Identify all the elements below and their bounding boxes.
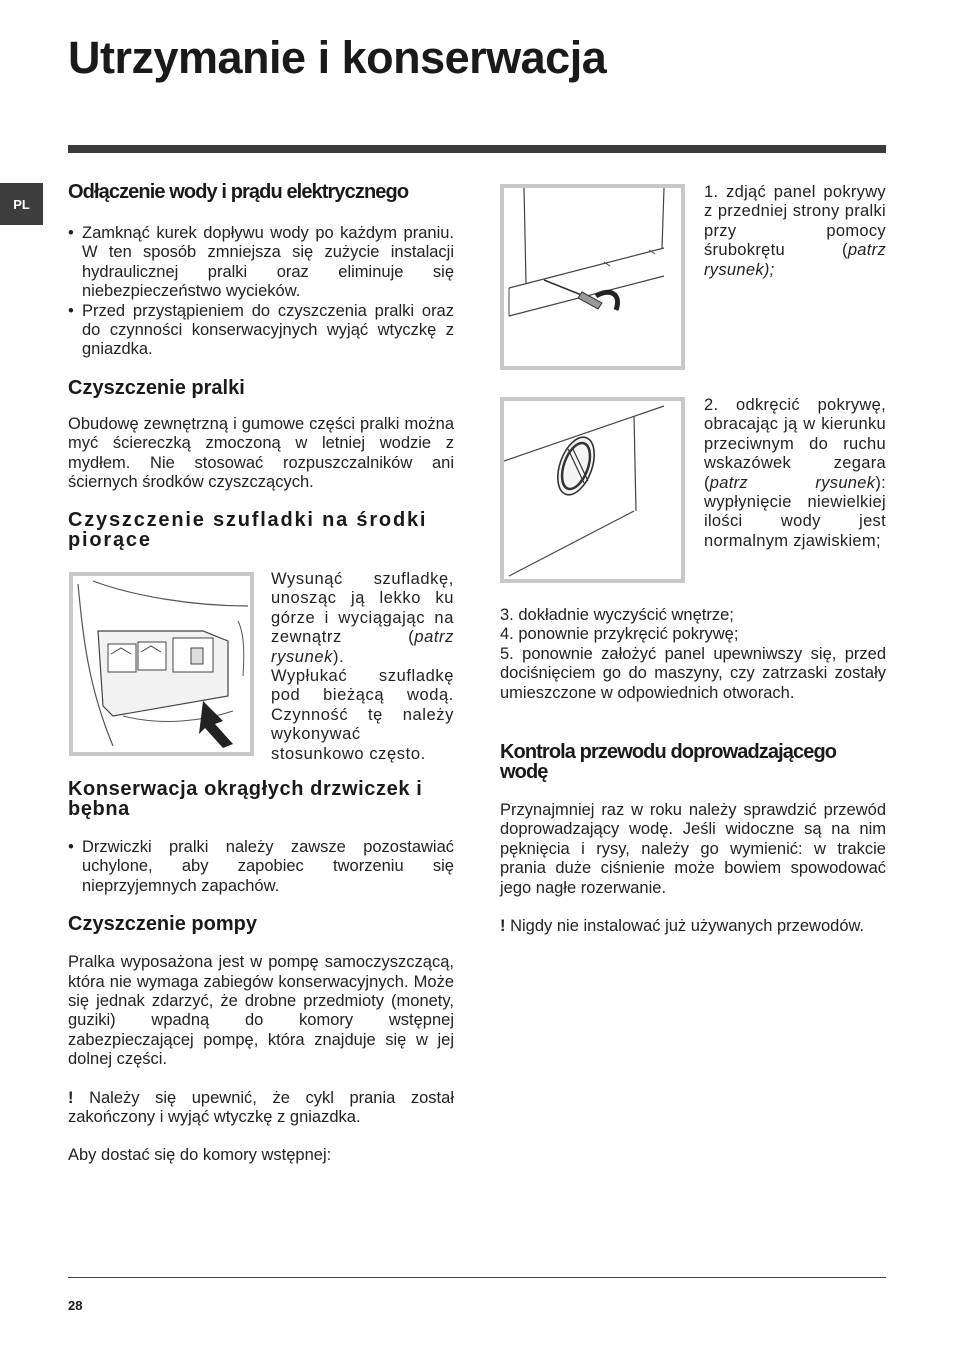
drawer-figure — [69, 572, 254, 756]
step1-text-a: 1. zdjąć panel pokrywy z przedniej strony pralki przy pomocy śrubokrętu ( — [704, 183, 886, 260]
step2-text-a: 2. odkręcić pokrywę, obracając ją w kierunku przeciwnym do ruchu wskazówek zegara ( — [704, 396, 886, 492]
step2-italic: patrz rysunek — [709, 473, 876, 492]
drawer-text-a: Wysunąć szufladkę, unosząc ją lekko ku górze i wyciągając na zewnątrz ( — [271, 570, 454, 647]
hose-warning — [500, 917, 886, 936]
left-column — [68, 178, 454, 550]
drawer-text — [271, 570, 454, 764]
step4-text: 4. ponownie przykręcić pokrywę; — [500, 625, 739, 644]
section-heading-hose: Kontrola przewodu doprowadzającego wodę — [500, 741, 837, 784]
title-rule — [68, 145, 886, 153]
step1-text — [704, 183, 886, 280]
pump-warning — [68, 1089, 454, 1128]
pump-access-text: Aby dostać się do komory wstępnej: — [68, 1146, 332, 1165]
panel-figure — [500, 184, 685, 370]
step2-text — [704, 396, 886, 551]
pump-warning-text: Należy się upewnić, że cykl prania został zakończony i wyjąć wtyczkę z gniazdka. — [68, 1088, 454, 1127]
pump-figure — [500, 397, 685, 583]
list-item: • Drzwiczki pralki należy zawsze pozostawiać uchylone, aby zapobiec tworzeniu się nieprzyjemnych zapachów. — [68, 838, 454, 896]
disconnect-list — [68, 224, 454, 360]
drawer-text-italic: patrz rysunek — [271, 628, 454, 666]
step2-text-b: ): wypłynięcie niewielkiej ilości wody jest normalnym zjawiskiem; — [704, 473, 886, 550]
step1-italic: patrz rysunek — [704, 241, 886, 279]
language-tab: PL — [0, 183, 43, 225]
pump-cover-illustration-icon — [504, 401, 681, 579]
section-heading-disconnect: Odłączenie wody i prądu elektrycznego — [68, 181, 409, 203]
list-item: • Zamknąć kurek dopływu wody po każdym praniu. W ten sposób zmniejsza się zużycie instalacji hydraulicznej pralki oraz eliminuje się niebezpieczeństwo wycieków. — [68, 224, 454, 302]
warning-mark: ! — [68, 1088, 74, 1107]
pump-text: Pralka wyposażona jest w pompę samoczyszczącą, która nie wymaga zabiegów konserwacyjnych. Może się jednak zdarzyć, że drobne przedmioty (monety, guziki) wpadną do komory wstępnej zabezpieczającej pompę, która znajduje się w jej dolnej części. — [68, 953, 454, 1069]
list-item: • Przed przystąpieniem do czyszczenia pralki oraz do czynności konserwacyjnych wyjąć wtyczkę z gniazdka. — [68, 302, 454, 360]
step3-text: 3. dokładnie wyczyścić wnętrze; — [500, 606, 734, 624]
left-column-lower — [68, 779, 454, 1166]
step1-text-b: ); — [763, 260, 775, 279]
section-heading-pump: Czyszczenie pompy — [68, 913, 257, 936]
page-title: Utrzymanie i konserwacja — [68, 32, 607, 83]
door-list — [68, 838, 454, 896]
drawer-text-c: Wypłukać szufladkę pod bieżącą wodą. Czynność tę należy wykonywać stosunkowo często. — [271, 667, 454, 763]
hose-warning-text: Nigdy nie instalować już używanych przewodów. — [505, 917, 865, 936]
warning-mark: ! — [500, 917, 506, 936]
cleaning-text: Obudowę zewnętrzną i gumowe części pralki można myć ściereczką zmoczoną w letniej wodzie z mydłem. Nie stosować rozpuszczalników ani ściernych środków czyszczących. — [68, 414, 454, 492]
section-heading-drawer: Czyszczenie szufladki na środki piorące — [68, 509, 428, 552]
drawer-text-b: ). — [332, 647, 345, 666]
step5-text: 5. ponownie założyć panel upewniwszy się, przed dociśnięciem go do maszyny, czy zatrzaski zostały umieszczone w odpowiednich otworach. — [500, 644, 886, 702]
section-heading-door: Konserwacja okrągłych drzwiczek i bębna — [68, 778, 423, 820]
hose-text: Przynajmniej raz w roku należy sprawdzić przewód doprowadzający wodę. Jeśli widoczne są na nim pęknięcia i rysy, należy go wymienić: w trakcie prania duże ciśnienie może bowiem spowodować jego nagłe rozerwanie. — [500, 801, 886, 897]
footer-rule — [68, 1277, 886, 1278]
panel-screwdriver-illustration-icon — [504, 188, 681, 366]
right-column-lower — [500, 606, 886, 936]
page-number: 28 — [68, 1298, 83, 1313]
section-heading-cleaning: Czyszczenie pralki — [68, 376, 245, 399]
drawer-illustration-icon — [73, 576, 250, 752]
